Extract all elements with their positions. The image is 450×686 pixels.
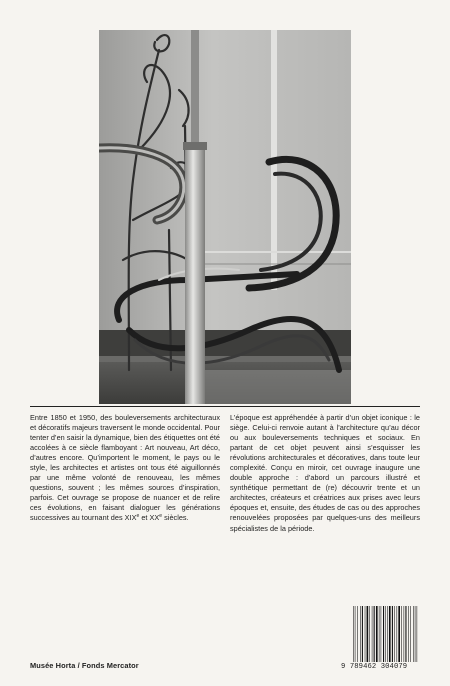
intro-text-conjunction: et XX — [139, 513, 160, 523]
barcode-bar — [410, 606, 411, 662]
description-column-left — [30, 413, 220, 524]
publisher-imprint: Musée Horta / Fonds Mercator — [30, 661, 139, 670]
isbn-number: 9 789462 304079 — [341, 663, 408, 671]
barcode-bar — [360, 606, 361, 662]
divider-rule — [30, 406, 420, 407]
barcode-bar — [362, 606, 363, 662]
barcode-bar — [369, 606, 370, 662]
barcode-bar — [367, 606, 369, 662]
barcode-bar — [405, 606, 406, 662]
barcode-bar — [408, 606, 409, 662]
barcode-bar — [389, 606, 391, 662]
barcode-bar — [417, 606, 418, 662]
intro-paragraph — [30, 413, 220, 524]
barcode-bar — [355, 606, 356, 662]
barcode-bar — [376, 606, 378, 662]
barcode-bar — [401, 606, 402, 662]
century-superscript-20: e — [159, 513, 163, 520]
barcode-bar — [381, 606, 382, 662]
intro-text-end: siècles. — [162, 513, 189, 523]
barcode-bar — [387, 606, 388, 662]
barcode-bar — [365, 606, 366, 662]
intro-text-main: Entre 1850 et 1950, des bouleversements architecturaux et décoratifs majeurs traversent le monde occidental. Pour tenter d’en saisir la dynamique, bien des étiquettes ont été accolées à ce siècle flamboyant : Art nouveau, Art déco, d’autres encore. Qu’importent le moment, le pays ou le style, les architectes et artistes ont tous été aiguillonnés par une même volonté de renouveau, les mêmes questions, souvent ; les mêmes sources d’inspiration, parfois. Cet ouvrage se propose de nuancer et de relire ces évolutions, en faisant dialoguer les générations successives au tournant des XIX — [30, 413, 220, 523]
barcode-bar — [353, 606, 354, 662]
barcode-bar — [383, 606, 384, 662]
barcode-bar — [392, 606, 393, 662]
barcode-bar — [372, 606, 373, 662]
barcode-bar — [413, 606, 414, 662]
barcode-bar — [398, 606, 400, 662]
barcode-bar — [404, 606, 405, 662]
description-column-right — [230, 413, 420, 534]
approach-paragraph: L’époque est appréhendée à partir d’un objet iconique : le siège. Celui-ci renvoie autant à l’architecture qu’au décor ou aux bouleversements techniques et sociaux. En partant de cet objet peuvent ainsi s’esquisser les révolutions architecturales et décoratives, dans toute leur complexité. Conçu en miroir, cet ouvrage inaugure une double approche : d’abord un parcours illustré et synthétique permettant de (re) découvrir trente et un architectes, créateurs et créatrices aux prises avec leurs époques et, ensuite, des études de cas ou des approches renouvelées proposées par quelques-uns des meilleurs spécialistes de la période. — [230, 413, 420, 533]
barcode-bar — [397, 606, 398, 662]
barcode-bar — [415, 606, 416, 662]
barcode-bar — [357, 606, 358, 662]
barcode-bar — [394, 606, 395, 662]
cover-photograph — [99, 30, 351, 404]
barcode-bar — [374, 606, 375, 662]
barcode-bar — [379, 606, 380, 662]
century-superscript-19: e — [136, 513, 140, 520]
barcode-bar — [385, 606, 386, 662]
